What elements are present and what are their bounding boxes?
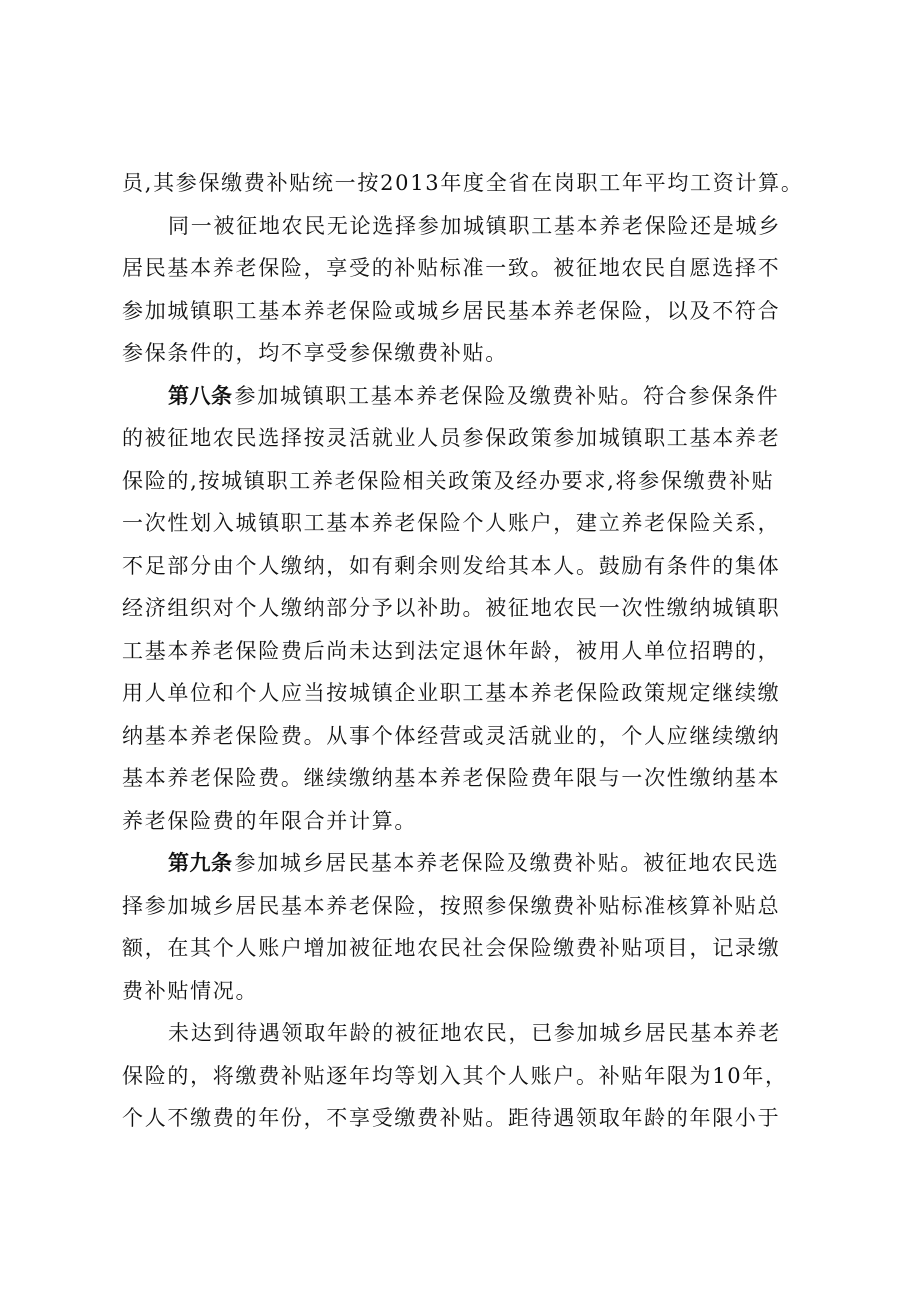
p3-line-6: 经济组织对个人缴纳部分予以补助。被征地农民一次性缴纳城镇职 [122, 596, 781, 620]
p5-line-3: 个人不缴费的年份，不享受缴费补贴。距待遇领取年龄的年限小于 [122, 1106, 781, 1130]
p4-line-2: 择参加城乡居民基本养老保险，按照参保缴费补贴标准核算补贴总 [122, 893, 781, 918]
p2-line-4: 参保条件的，均不享受参保缴费补贴。 [122, 341, 508, 365]
p2-line-1: 同一被征地农民无论选择参加城镇职工基本养老保险还是城乡 [168, 213, 781, 238]
p3-line-1-text: 参加城镇职工基本养老保险及缴费补贴。符合参保条件 [234, 383, 780, 408]
p4-line-3: 额，在其个人账户增加被征地农民社会保险缴费补贴项目，记录缴 [122, 936, 781, 960]
p3-line-8: 用人单位和个人应当按城镇企业职工基本养老保险政策规定继续缴 [122, 681, 781, 705]
p3-line-11: 养老保险费的年限合并计算。 [122, 808, 418, 833]
p3-line-9: 纳基本养老保险费。从事个体经营或灵活就业的，个人应继续缴纳 [122, 723, 781, 748]
document-body [122, 162, 812, 1140]
p3-line-1 [122, 375, 812, 418]
article-9-heading: 第九条 [168, 851, 233, 875]
p5-line-1: 未达到待遇领取年龄的被征地农民，已参加城乡居民基本养老 [168, 1021, 781, 1045]
p4-line-1-text: 参加城乡居民基本养老保险及缴费补贴。被征地农民选 [234, 851, 780, 875]
p3-line-5: 不足部分由个人缴纳，如有剩余则发给其本人。鼓励有条件的集体 [122, 553, 781, 578]
p2-line-3: 参加城镇职工基本养老保险或城乡居民基本养老保险，以及不符合 [122, 298, 781, 323]
p5-line-2: 保险的，将缴费补贴逐年均等划入其个人账户。补贴年限为10年， [122, 1063, 788, 1088]
p2-line-2: 居民基本养老保险，享受的补贴标准一致。被征地农民自愿选择不 [122, 256, 781, 280]
p1-line-1: 员,其参保缴费补贴统一按2013年度全省在岗职工年平均工资计算。 [122, 171, 804, 195]
p3-line-2: 的被征地农民选择按灵活就业人员参保政策参加城镇职工基本养老 [122, 426, 781, 450]
p3-line-3: 保险的,按城镇职工养老保险相关政策及经办要求,将参保缴费补贴 [122, 468, 775, 493]
p4-line-1 [122, 842, 812, 885]
article-8-heading: 第八条 [168, 383, 233, 408]
p3-line-10: 基本养老保险费。继续缴纳基本养老保险费年限与一次性缴纳基本 [122, 766, 781, 790]
p4-line-4: 费补贴情况。 [122, 978, 259, 1003]
p3-line-7: 工基本养老保险费后尚未达到法定退休年龄，被用人单位招聘的， [122, 638, 781, 663]
p3-line-4: 一次性划入城镇职工基本养老保险个人账户，建立养老保险关系， [122, 511, 781, 535]
